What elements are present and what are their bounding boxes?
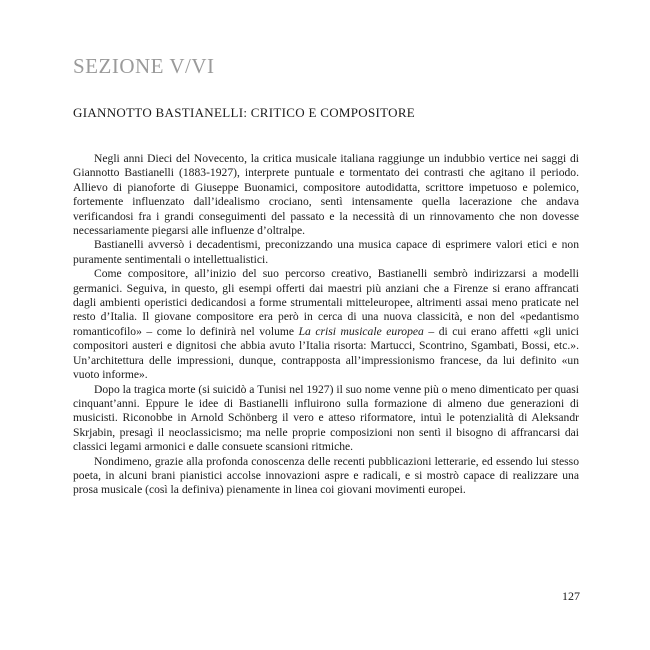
paragraph-3	[73, 267, 579, 382]
section-title: SEZIONE V/VI	[73, 54, 215, 78]
paragraph-2-text: Bastianelli avversò i decadentismi, preconizzando una musica capace di esprimere valori etici e non puramente sentimentali o intellettualistici.	[73, 238, 579, 266]
page-number: 127	[562, 589, 580, 603]
paragraph-1-text: Negli anni Dieci del Novecento, la critica musicale italiana raggiunge un indubbio vertice nei saggi di Giannotto Bastianelli (1883-1927), interprete puntuale e tormentato dei contrasti che agitano il periodo. Allievo di pianoforte di Giuseppe Buonamici, compositore autodidatta, scrittore impetuoso e polemico, fortemente influenzato dall’idealismo crociano, sentì intensamente quella lacerazione che andava verificandosi fra i grandi conseguimenti del passato e la necessità di un rinnovamento che non dovesse necessariamente piegarsi alle influenze d’oltralpe.	[73, 152, 579, 238]
paragraph-3-text-b: – di cui erano affetti «gli unici compositori austeri e dignitosi che abbia avuto l’Italia risorta: Martucci, Scontrino, Sgambati, Bossi, etc.». Un’architettura delle impressioni, dunque, contrapposta all’impressionismo francese, da lui definito «un vuoto informe».	[73, 324, 579, 382]
paragraph-2	[73, 238, 579, 267]
article-title: GIANNOTTO BASTIANELLI: CRITICO E COMPOSITORE	[73, 105, 416, 120]
paragraph-3-text-a: Come compositore, all’inizio del suo percorso creativo, Bastianelli sembrò indirizzarsi a modelli germanici. Seguiva, in questo, gli esempi offerti dai maestri più anziani che a Firenze si erano affrancati dagli ambienti operistici dedicandosi a forme strumentali mitteleuropee, altrimenti assai meno praticate nel resto d’Italia. Il giovane compositore era però in cerca di una nuova classicità, e non del «pedantismo romanticofilo» – come lo definirà nel volume	[73, 267, 579, 338]
paragraph-5-text: Nondimeno, grazie alla profonda conoscenza delle recenti pubblicazioni letterarie, ed essendo lui stesso poeta, in alcuni brani pianistici accolse innovazioni aspre e radicali, e si mostrò capace di realizzare una prosa musicale (così la definiva) pienamente in linea coi giovani movimenti europei.	[73, 454, 579, 497]
paragraph-5	[73, 455, 579, 498]
paragraph-4-text: Dopo la tragica morte (si suicidò a Tunisi nel 1927) il suo nome venne più o meno dimenticato per quasi cinquant’anni. Eppure le idee di Bastianelli influirono sulla formazione di almeno due generazioni di musicisti. Riconobbe in Arnold Schönberg il vero e atteso riformatore, intuì le potenzialità di Aleksandr Skrjabin, presagì il neoclassicismo; ma nelle proprie composizioni non sentì il bisogno di affrancarsi dai classici legami armonici e dalle consuete scansioni ritmiche.	[73, 382, 579, 454]
paragraph-1	[73, 152, 579, 238]
book-title-italic: La crisi musicale europea	[298, 324, 424, 338]
article-body	[73, 152, 579, 498]
paragraph-4	[73, 383, 579, 455]
